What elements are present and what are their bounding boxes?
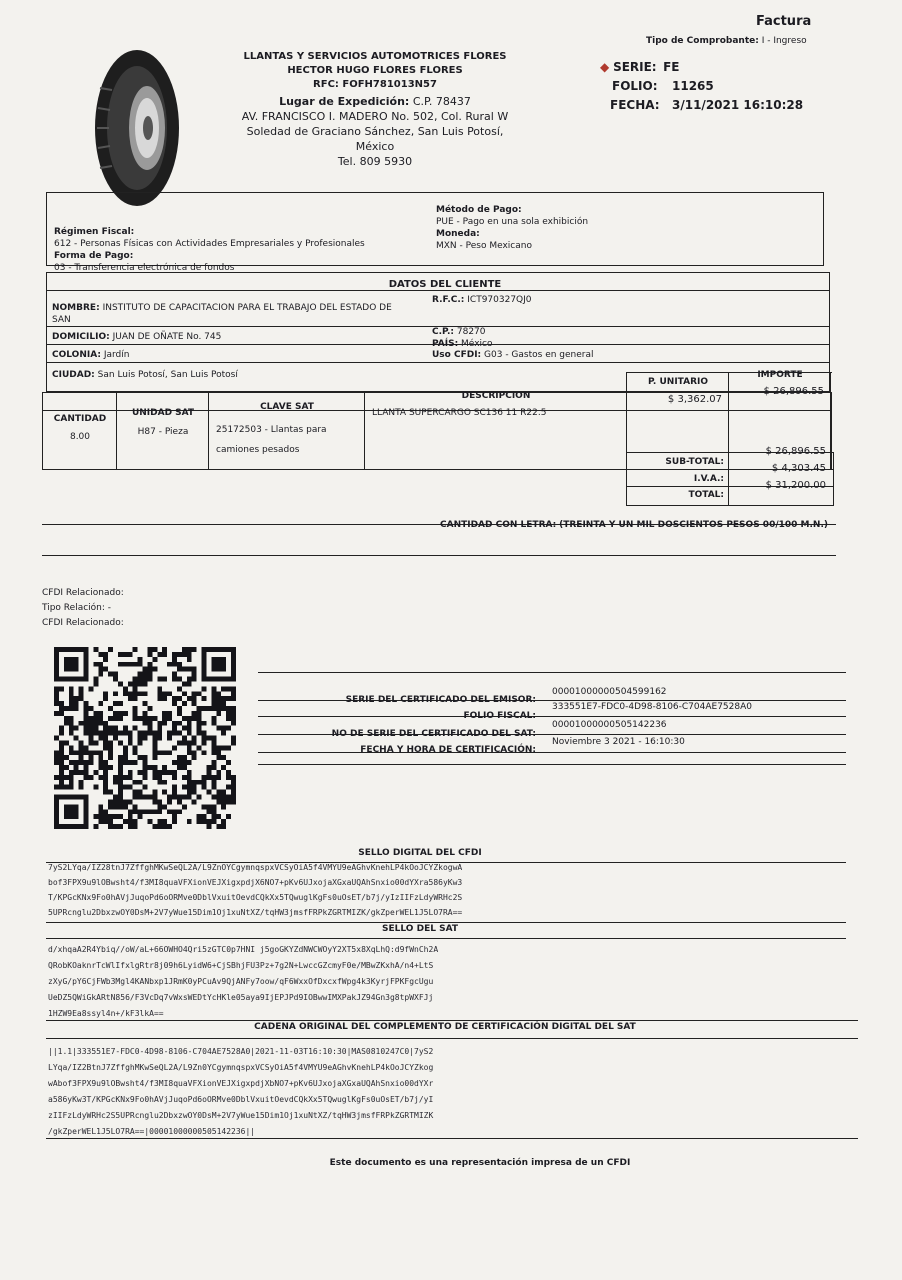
- moneda-value: MXN - Peso Mexicano: [436, 241, 532, 251]
- row-clave-sat-1: 25172503 - Llantas para: [216, 425, 327, 435]
- client-nombre-label: NOMBRE:: [52, 303, 100, 313]
- client-domicilio-label: DOMICILIO:: [52, 332, 110, 342]
- lugar-expedicion-value: C.P. 78437: [412, 95, 471, 108]
- row-p-unitario: $ 3,362.07: [667, 394, 722, 405]
- fecha-cert-label: FECHA Y HORA DE CERTIFICACIÓN:: [360, 745, 536, 755]
- issuer-address-1: AV. FRANCISCO I. MADERO No. 502, Col. Rural W: [241, 110, 509, 123]
- tire-logo-icon: [92, 48, 182, 208]
- issuer-rfc: RFC: FOFH781013N57: [313, 79, 437, 90]
- row-descripcion: LLANTA SUPERCARGO SC136 11 R22.5: [372, 408, 547, 418]
- client-uso-cfdi-label: Uso CFDI:: [432, 350, 482, 360]
- regimen-value: 612 - Personas Físicas con Actividades Empresariales y Profesionales: [54, 239, 365, 249]
- folio-fiscal-value: 333551E7-FDC0-4D98-8106-C704AE7528A0: [552, 702, 752, 712]
- cantidad-letra-label: CANTIDAD CON LETRA:: [440, 520, 557, 530]
- sello-sat-title: SELLO DEL SAT: [382, 924, 458, 934]
- client-ciudad-label: CIUDAD:: [52, 370, 95, 380]
- tipo-relacion-value: -: [107, 603, 112, 613]
- client-colonia-label: COLONIA:: [52, 350, 101, 360]
- sello-cfdi-line: bof3FPX9u9lOBwsht4/f3MI8quaVFXionVEJXigxpdjX6NO7+pKv6UJxojaXGxaUQAhSnxio00dYXra586yKw3: [48, 878, 463, 887]
- row-cantidad: 8.00: [69, 432, 91, 442]
- bookmark-icon: ◆: [600, 60, 610, 74]
- client-pais-value: México: [461, 339, 493, 349]
- qr-code-icon: [54, 644, 236, 832]
- client-rfc-value: ICT970327QJ0: [467, 295, 532, 305]
- sello-cfdi-title: SELLO DIGITAL DEL CFDI: [358, 848, 482, 858]
- row-importe: $ 26,896.55: [763, 386, 824, 397]
- total-value: $ 31,200.00: [765, 480, 826, 491]
- issuer-country: México: [355, 140, 395, 153]
- cadena-line: LYqa/IZ2BtnJ7ZffghMKwSeQL2A/L9Zn0YCgymnqspxVCSyOiA5f4VMYU9eAGhvKnehLP4kOoJCYZkog: [48, 1063, 434, 1072]
- row-clave-sat-2: camiones pesados: [216, 445, 300, 455]
- client-cp-label: C.P.:: [432, 327, 454, 337]
- client-cp-value: 78270: [456, 327, 486, 337]
- client-ciudad-value: San Luis Potosí, San Luis Potosí: [97, 370, 238, 380]
- folio-value: 11265: [672, 79, 714, 93]
- client-colonia-value: Jardín: [103, 350, 130, 360]
- client-rfc-label: R.F.C.:: [432, 295, 465, 305]
- sello-cfdi-line: T/KPGcKNx9Fo0hAVjJuqoPd6oORMve0DblVxuitOevdCQkXx5TQwuglKgFs0uOsET/b7j/yIzIIFzLdyWRHc2S: [48, 893, 463, 902]
- cfdi-relacionado-2-label: CFDI Relacionado:: [42, 618, 124, 628]
- client-domicilio-value: JUAN DE OÑATE No. 745: [112, 332, 222, 342]
- fecha-value: 3/11/2021 16:10:28: [672, 98, 804, 112]
- cadena-line: wAbof3FPX9u9lOBwsht4/f3MI8quaVFXionVEJXigxpdjXbNO7+pKv6UJxojaXGxaUQAhSnxio00dYXr: [48, 1079, 434, 1088]
- col-descripcion: DESCRIPCION: [461, 391, 531, 401]
- total-label: TOTAL:: [688, 490, 724, 500]
- serie-emisor-value: 00001000000504599162: [552, 687, 667, 697]
- issuer-owner: HECTOR HUGO FLORES FLORES: [287, 65, 463, 76]
- client-nombre-cont: SAN: [52, 315, 71, 325]
- tipo-comprobante-label: Tipo de Comprobante:: [646, 36, 759, 46]
- cadena-line: /gkZperWEL1J5LO7RA==|00001000000505142236||: [48, 1127, 256, 1136]
- iva-label: I.V.A.:: [693, 474, 724, 484]
- fecha-cert-value: Noviembre 3 2021 - 16:10:30: [552, 737, 685, 747]
- issuer-phone: Tel. 809 5930: [337, 155, 413, 168]
- sello-sat-line: UeDZ5QWiGkARtN856/F3VcDq7vWxsWEDtYcHKle05aya9IjEPJPd9IOBwwIMXPakJZ94Gn3g8tpWXFJj: [48, 993, 434, 1002]
- fecha-label: FECHA:: [610, 98, 660, 112]
- regimen-label: Régimen Fiscal:: [54, 227, 135, 237]
- cadena-title: CADENA ORIGINAL DEL COMPLEMENTO DE CERTIFICACIÓN DIGITAL DEL SAT: [254, 1022, 636, 1032]
- cantidad-letra-value: (TREINTA Y UN MIL DOSCIENTOS PESOS 00/100 M.N.): [559, 520, 828, 530]
- sello-cfdi-text: [48, 860, 838, 920]
- tipo-comprobante-value: I - Ingreso: [761, 36, 807, 46]
- sello-sat-line: 1HZW9Ea8ssyl4n+/kF3lkA==: [48, 1009, 164, 1018]
- folio-fiscal-label: FOLIO FISCAL:: [463, 711, 536, 721]
- sello-cfdi-line: 7yS2LYqa/IZ28tnJ7ZffghMKwSeQL2A/L9ZnOYCgymnqspxVCSyOiA5f4VMYU9eAGhvKnehLP4kOoJCYZkogwA: [48, 863, 463, 872]
- col-importe: IMPORTE: [757, 370, 803, 380]
- cadena-line: zIIFzLdyWRHc2S5UPRcnglu2DbxzwOY0DsM+2V7yWue15Dim1Oj1xuNtXZ/tqHW3jmsfFRPkZGRTMIZK: [48, 1111, 434, 1120]
- serie-sat-label: NO DE SERIE DEL CERTIFICADO DEL SAT:: [331, 729, 536, 739]
- row-unidad-sat: H87 - Pieza: [137, 427, 189, 437]
- cadena-line: a586yKw3T/KPGcKNx9Fo0hAVjJuqoPd6oORMve0DblVxuitOevdCQkXx5TQwuglKgFs0uOsET/b7j/yI: [48, 1095, 434, 1104]
- metodo-pago-value: PUE - Pago en una sola exhibición: [436, 217, 589, 227]
- forma-pago-value: 03 - Transferencia electrónica de fondos: [54, 263, 235, 273]
- folio-label: FOLIO:: [612, 79, 658, 93]
- subtotal-label: SUB-TOTAL:: [665, 457, 724, 467]
- sello-cfdi-line: 5UPRcnglu2DbxzwOY0DsM+2V7yWue15Dim1Oj1xuNtXZ/tqHW3jmsfFRPkZGRTMIZK/gkZperWEL1J5LO7RA==: [48, 908, 463, 917]
- sello-sat-line: d/xhqaA2R4Ybiq//oW/aL+66OWHO4Qri5zGTC0p7HNI j5goGKYZdNWCWOyY2XT5x8XqLhQ:d9fWnCh2A: [48, 945, 439, 954]
- serie-sat-value: 00001000000505142236: [552, 720, 667, 730]
- cadena-line: ||1.1|333551E7-FDC0-4D98-8106-C704AE7528A0|2021-11-03T16:10:30|MAS0810247C0|7yS2: [48, 1047, 434, 1056]
- sello-sat-line: QRobKOaknrTcWlIfxlgRtr8j09h6LyidW6+CjSBhjFU3Pz+7g2N+LwccGZcmyF0e/MBwZKxhA/n4+LtS: [48, 961, 434, 970]
- forma-pago-label: Forma de Pago:: [54, 251, 134, 261]
- col-unidad-sat: UNIDAD SAT: [131, 408, 195, 418]
- moneda-label: Moneda:: [436, 229, 480, 239]
- client-uso-cfdi-value: G03 - Gastos en general: [484, 350, 594, 360]
- sello-sat-line: zXyG/pY6CjFWb3Mgl4KANbxp1JRmK0yPCuAv9QjANFy7oow/qF6WxxOfDxcxfWpg4k3KyrjFPKFgcUgu: [48, 977, 434, 986]
- serie-emisor-label: SERIE DEL CERTIFICADO DEL EMISOR:: [345, 695, 536, 705]
- client-pais-label: PAÍS:: [432, 339, 459, 349]
- client-nombre-value: INSTITUTO DE CAPACITACION PARA EL TRABAJO DEL ESTADO DE: [102, 303, 392, 313]
- lugar-expedicion-label: Lugar de Expedición:: [279, 95, 410, 108]
- sello-sat-text: [48, 942, 838, 1022]
- metodo-pago-label: Método de Pago:: [436, 205, 522, 215]
- serie-label: SERIE:: [613, 60, 657, 74]
- subtotal-value: $ 26,896.55: [765, 446, 826, 457]
- cfdi-relacionado-label: CFDI Relacionado:: [42, 588, 124, 598]
- footer-note: Este documento es una representación impresa de un CFDI: [329, 1158, 631, 1168]
- doc-title: Factura: [756, 14, 812, 29]
- tipo-relacion-label: Tipo Relación:: [42, 603, 105, 613]
- issuer-name: LLANTAS Y SERVICIOS AUTOMOTRICES FLORES: [243, 51, 507, 62]
- cadena-text: [48, 1044, 848, 1140]
- client-section-title: DATOS DEL CLIENTE: [388, 279, 502, 290]
- col-p-unitario: P. UNITARIO: [647, 377, 709, 387]
- issuer-address-2: Soledad de Graciano Sánchez, San Luis Potosí,: [246, 125, 504, 138]
- col-clave-sat: CLAVE SAT: [260, 402, 314, 412]
- serie-value: FE: [663, 60, 680, 74]
- col-cantidad: CANTIDAD: [53, 414, 107, 424]
- iva-value: $ 4,303.45: [771, 463, 826, 474]
